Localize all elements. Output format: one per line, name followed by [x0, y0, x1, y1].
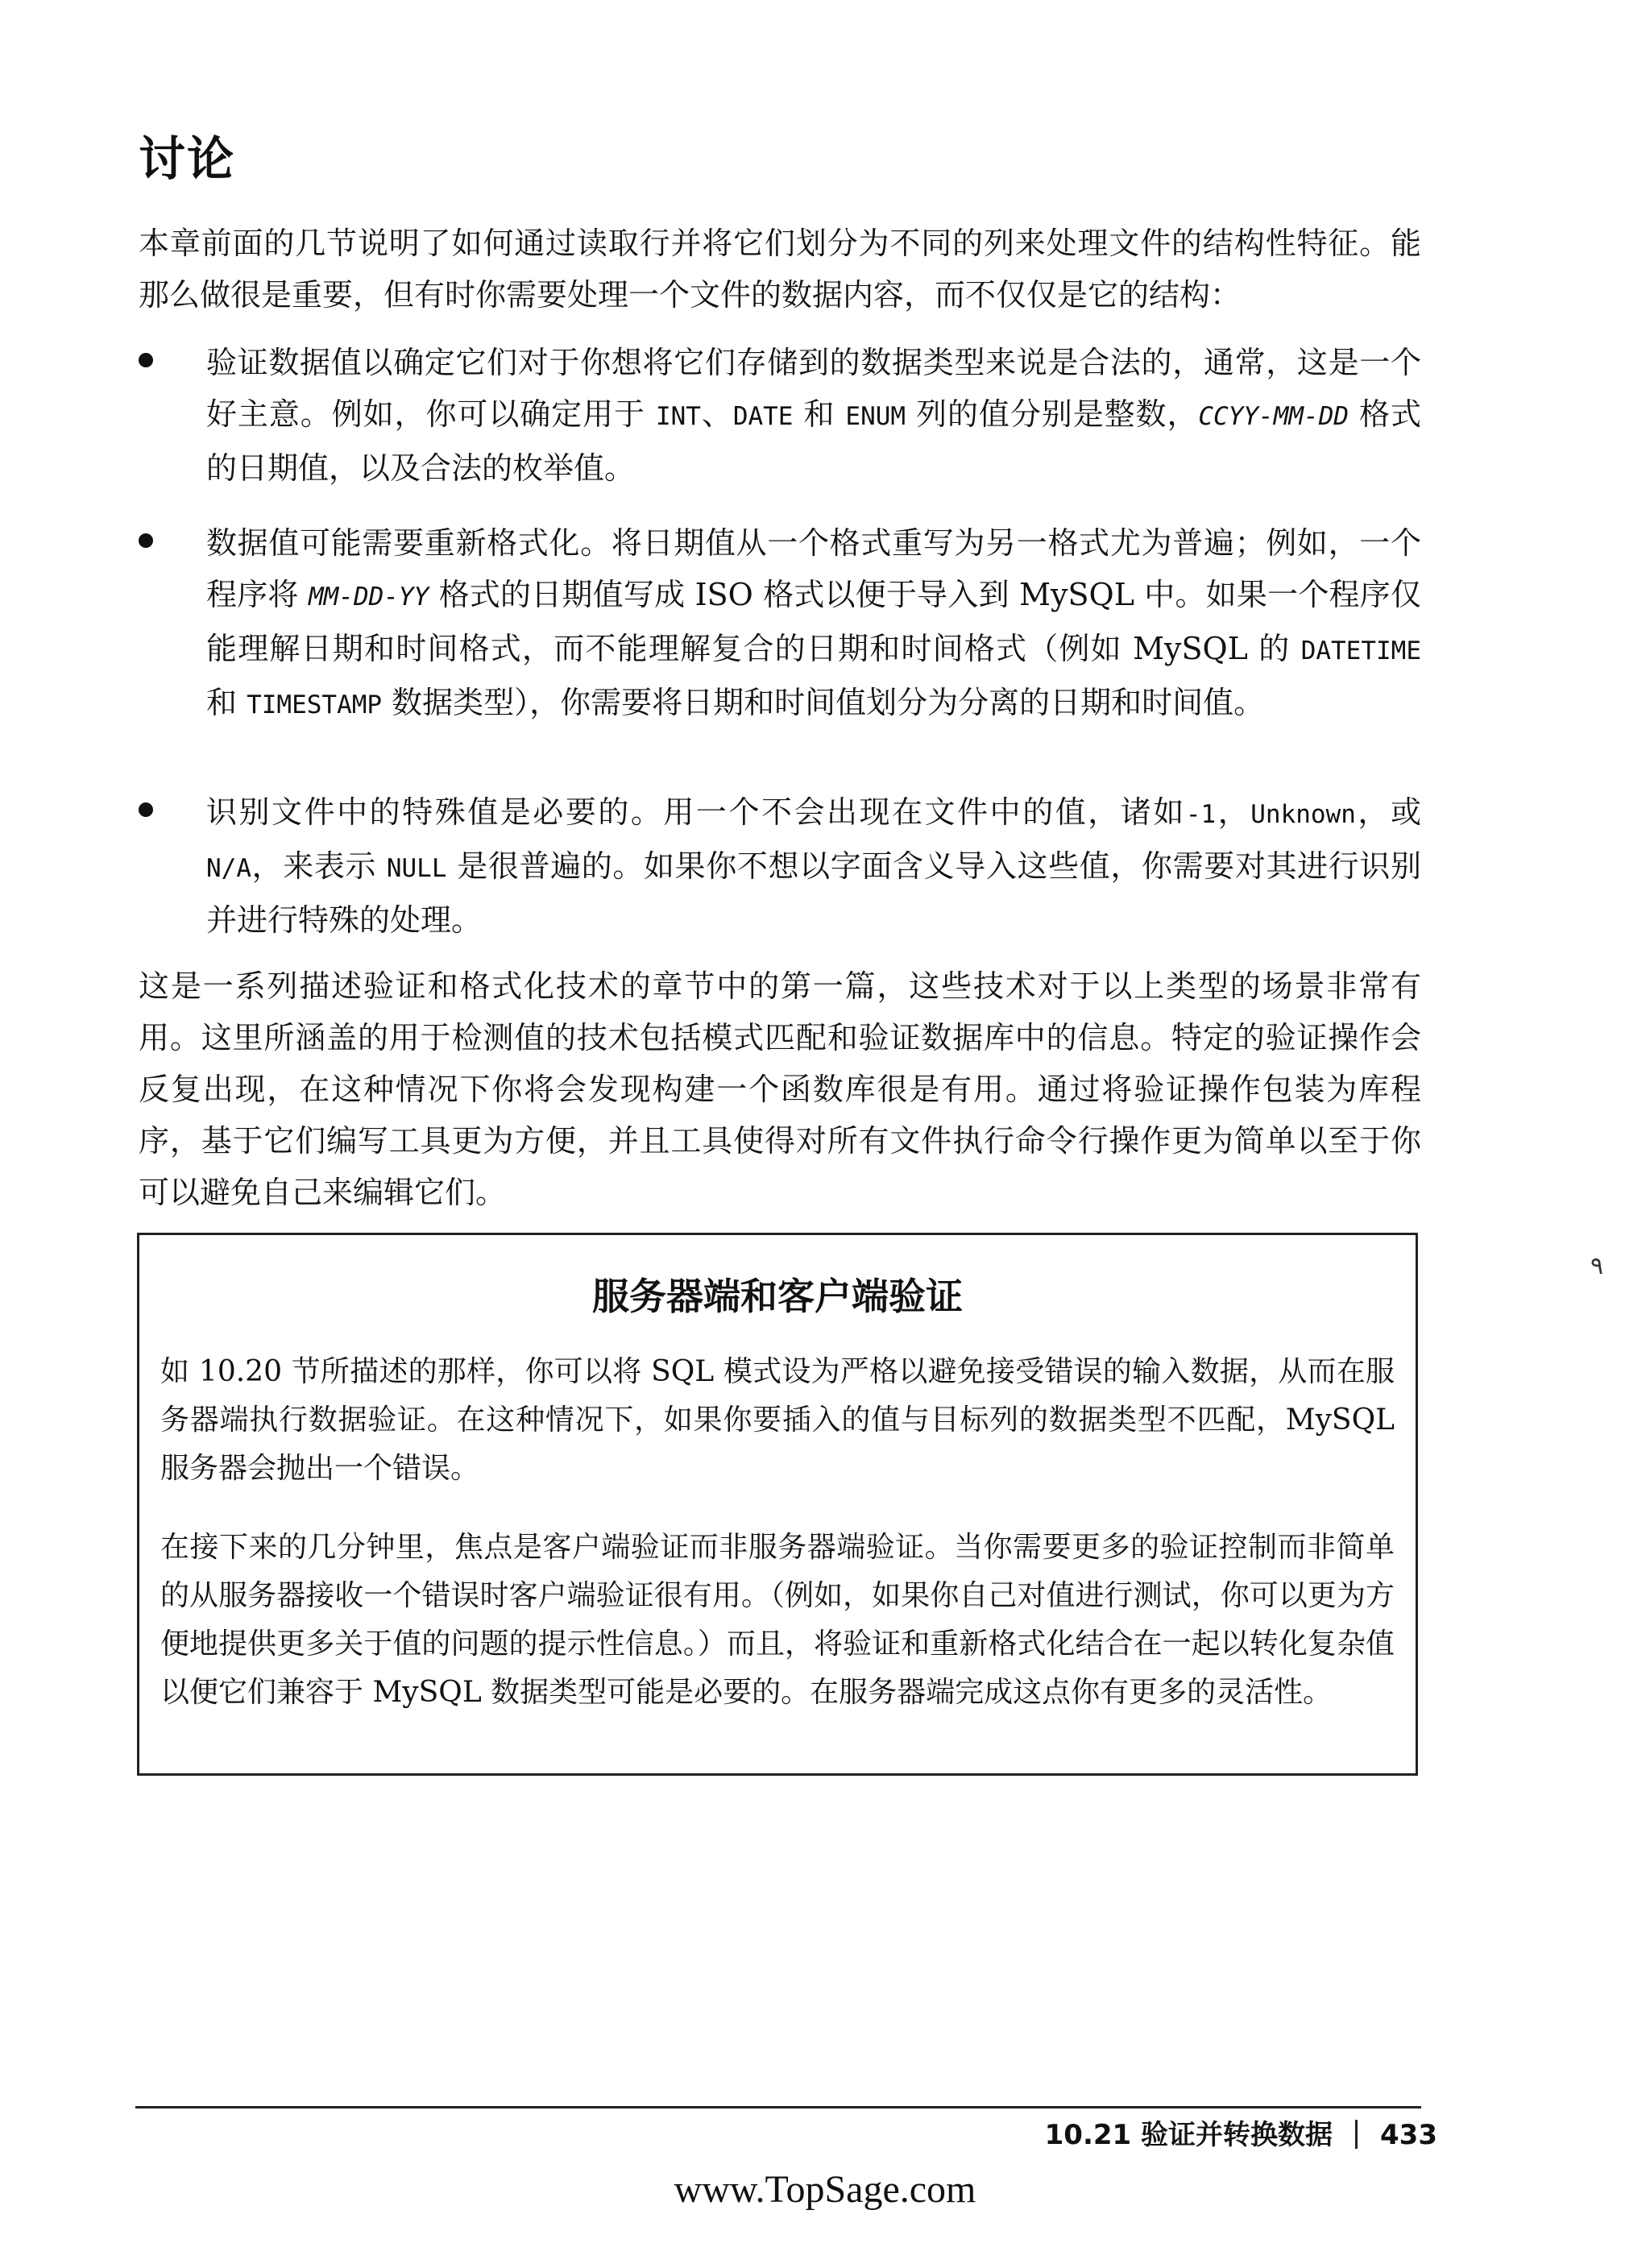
text-run: 和	[206, 685, 247, 720]
code-null: NULL	[386, 854, 447, 883]
text-run: 数据值可能需要重新格式化。将日期值从一个格式重写为另一格式尤为普遍；例如，一个程序将	[206, 525, 1421, 612]
bullet-text	[206, 337, 1421, 494]
code-int: INT	[655, 402, 701, 431]
running-footer	[1045, 2113, 1437, 2152]
sidebar-paragraph-1: 如 10.20 节所描述的那样，你可以将 SQL 模式设为严格以避免接受错误的输入数据，从而在服务器端执行数据验证。在这种情况下，如果你要插入的值与目标列的数据类型不匹配，MySQL 服务器会抛出一个错误。	[160, 1355, 1395, 1485]
bullet-item-special-values	[139, 786, 1421, 946]
bullet-item-validate	[139, 337, 1421, 494]
text-run: 是很普遍的。如果你不想以字面含义导入这些值，你需要对其进行识别并进行特殊的处理。	[206, 848, 1421, 938]
code-negative-one: -1	[1185, 800, 1217, 829]
text-run: 识别文件中的特殊值是必要的。用一个不会出现在文件中的值，诸如	[206, 794, 1186, 830]
text-run: ，来表示	[251, 848, 387, 884]
intro-paragraph: 本章前面的几节说明了如何通过读取行并将它们划分为不同的列来处理文件的结构性特征。能那么做很是重要，但有时你需要处理一个文件的数据内容，而不仅仅是它的结构：	[139, 226, 1421, 313]
text-run: 格式的日期值写成 ISO 格式以便于导入到 MySQL 中。如果一个程序仅能理解日期和时间格式，而不能理解复合的日期和时间格式（例如 MySQL 的	[206, 577, 1421, 666]
bullet-text	[206, 517, 1421, 731]
stray-mark: ٩	[1590, 1253, 1604, 1279]
footer-rule	[135, 2106, 1421, 2108]
code-datetime: DATETIME	[1300, 636, 1421, 665]
code-date-format: MM-DD-YY	[308, 583, 429, 612]
code-enum: ENUM	[845, 402, 906, 431]
code-na: N/A	[206, 854, 251, 883]
bullet-text	[206, 786, 1421, 946]
footer-separator	[1355, 2120, 1358, 2149]
text-run: ，	[1216, 794, 1251, 830]
code-unknown: Unknown	[1250, 800, 1356, 829]
code-date-format: CCYY-MM-DD	[1198, 402, 1349, 431]
text-run: 数据类型），你需要将日期和时间值划分为分离的日期和时间值。	[382, 685, 1265, 720]
text-run: 验证数据值以确定它们对于你想将它们存储到的数据类型来说是合法的，通常，这是一个好主意。例如，你可以确定用于	[206, 345, 1421, 432]
sidebar-paragraph-2: 在接下来的几分钟里，焦点是客户端验证而非服务器端验证。当你需要更多的验证控制而非简单的从服务器接收一个错误时客户端验证很有用。（例如，如果你自己对值进行测试，你可以更为方便地提供更多关于值的问题的提示性信息。）而且，将验证和重新格式化结合在一起以转化复杂值以便它们兼容于 MySQL 数据类型可能是必要的。在服务器端完成这点你有更多的灵活性。	[160, 1531, 1395, 1709]
sidebar-title: 服务器端和客户端验证	[592, 1275, 963, 1318]
closing-paragraph: 这是一系列描述验证和格式化技术的章节中的第一篇，这些技术对于以上类型的场景非常有用。这里所涵盖的用于检测值的技术包括模式匹配和验证数据库中的信息。特定的验证操作会反复出现，在这种情况下你将会发现构建一个函数库很是有用。通过将验证操作包装为库程序，基于它们编写工具更为方便，并且工具使得对所有文件执行命令行操作更为简单以至于你可以避免自己来编辑它们。	[139, 968, 1421, 1210]
bullet-dot	[139, 533, 153, 548]
website-watermark: www.TopSage.com	[674, 2168, 976, 2211]
section-heading: 讨论	[139, 131, 236, 186]
text-run: 、	[700, 396, 733, 432]
text-run: ，或	[1355, 794, 1421, 830]
text-run: 格式的日期值，以及合法的枚举值。	[206, 396, 1421, 486]
code-timestamp: TIMESTAMP	[247, 690, 383, 719]
text-run: 和	[793, 396, 846, 432]
page-number: 433	[1380, 2119, 1437, 2151]
bullet-item-reformat	[139, 517, 1421, 731]
sidebar-box	[137, 1233, 1418, 1776]
bullet-dot	[139, 802, 153, 817]
text-run: 列的值分别是整数，	[906, 396, 1199, 432]
bullet-dot	[139, 353, 153, 367]
footer-section-title: 10.21 验证并转换数据	[1044, 2119, 1333, 2151]
code-date: DATE	[732, 402, 794, 431]
